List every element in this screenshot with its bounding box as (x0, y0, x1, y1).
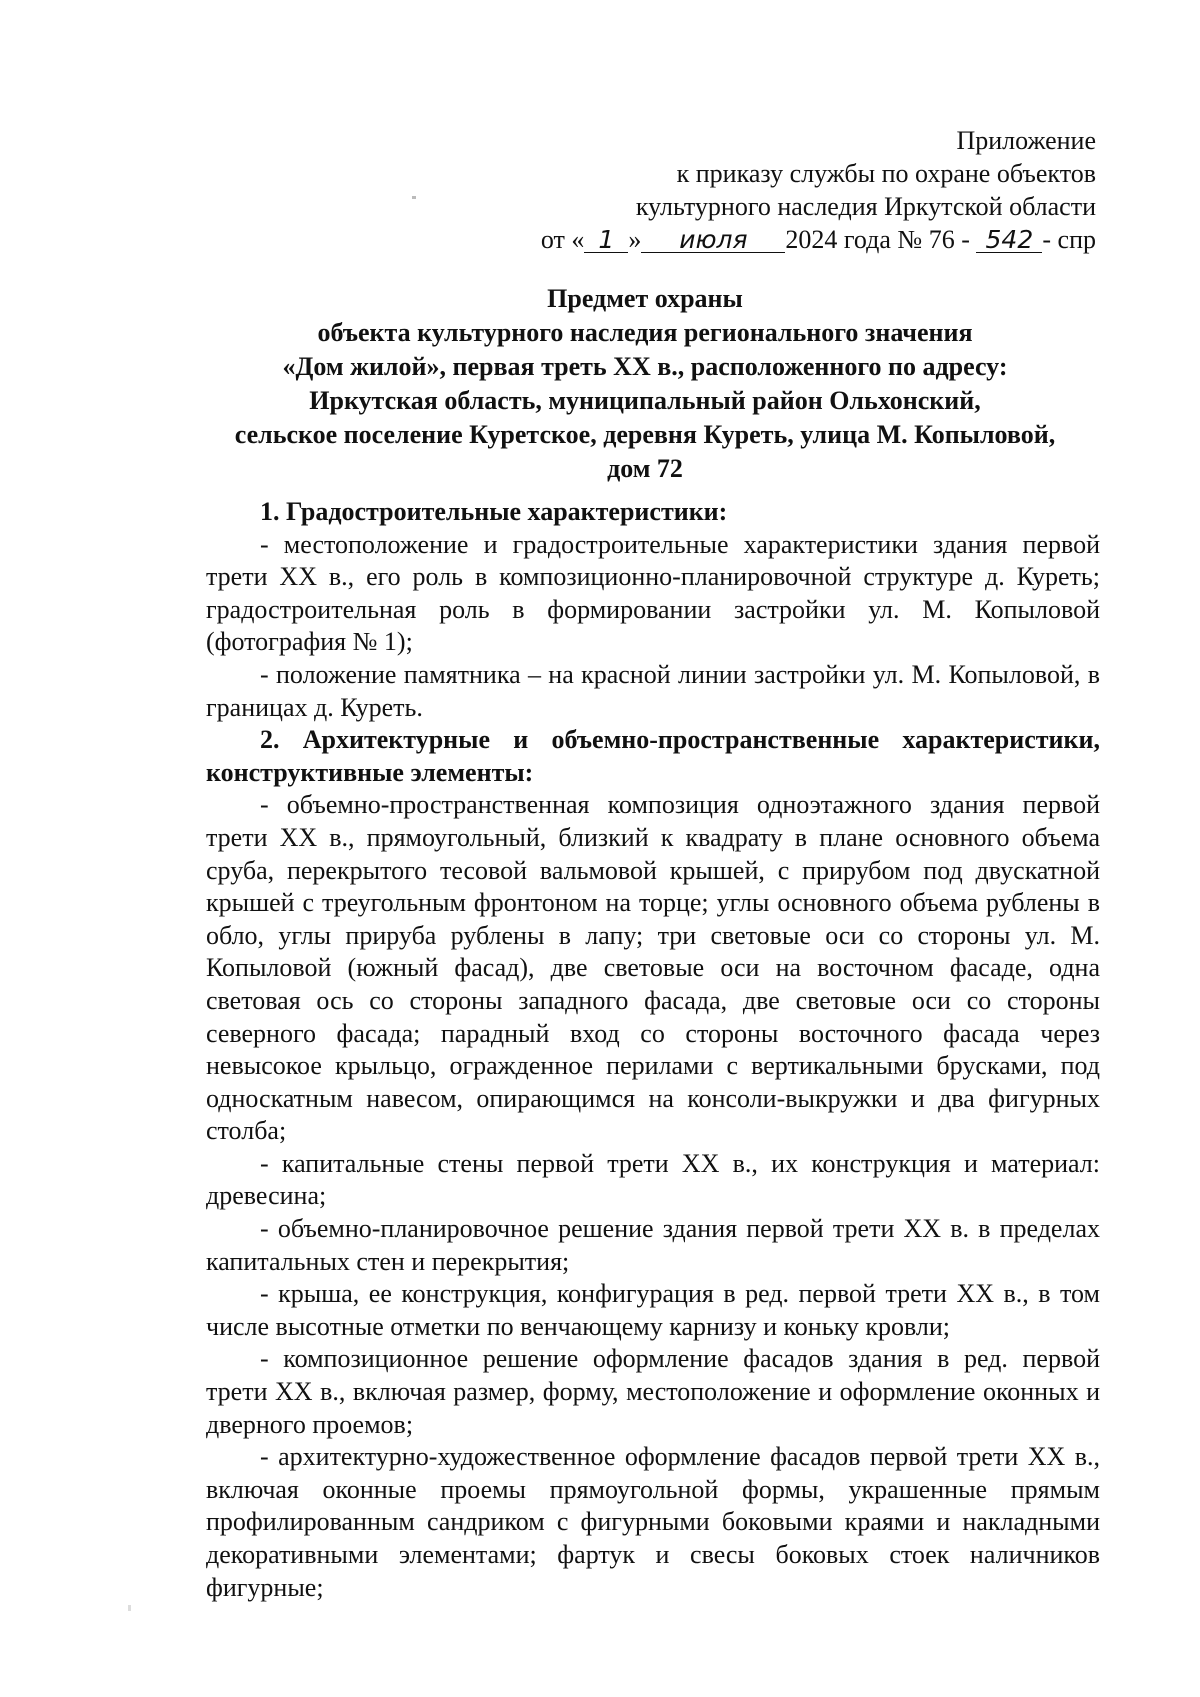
handwritten-day: 1 (584, 228, 628, 253)
title-line-3: «Дом жилой», первая треть XX в., расположенного по адресу: (282, 352, 1008, 381)
title-line-2: объекта культурного наследия регионального значения (317, 318, 973, 347)
title-line-1: Предмет охраны (547, 284, 743, 313)
section-2-paragraph-3: - объемно-планировочное решение здания первой трети XX в. в пределах капитальных стен и перекрытия; (206, 1214, 1100, 1276)
section-2-paragraph-2: - капитальные стены первой трети XX в., их конструкция и материал: древесина; (206, 1148, 1100, 1211)
section-2-heading: 2. Архитектурные и объемно-пространственные характеристики, конструктивные элементы: (206, 725, 1100, 787)
section-2-paragraph-5: - композиционное решение оформление фасадов здания в ред. первой трети XX в., включая размер, форму, местоположение и оформление оконных и дверного проемов; (206, 1344, 1100, 1439)
section-2-paragraph-4: - крыша, ее конструкция, конфигурация в ред. первой трети XX в., в том числе высотные отметки по венчающему карнизу и коньку кровли; (206, 1279, 1100, 1341)
document-title (190, 282, 1100, 486)
handwritten-order-number: 542 (976, 228, 1042, 253)
title-line-4: Иркутская область, муниципальный район Ольхонский, (309, 386, 981, 415)
section-1-paragraph-2: - положение памятника – на красной линии застройки ул. М. Копыловой, в границах д. Куреть. (206, 659, 1100, 722)
title-line-5: сельское поселение Куретское, деревня Куреть, улица М. Копыловой, (234, 420, 1056, 449)
appendix-line-2: к приказу службы по охране объектов (676, 159, 1096, 188)
handwritten-month: июля (641, 228, 785, 253)
title-line-6: дом 72 (607, 454, 683, 483)
section-1-heading: 1. Градостроительные характеристики: (260, 497, 728, 526)
date-prefix: от « (540, 225, 585, 254)
year-and-number: 2024 года № 76 - (785, 225, 970, 254)
document-body (206, 496, 1100, 1604)
section-1-paragraph-1: - местоположение и градостроительные характеристики здания первой трети XX в., его роль в композиционно-планировочной структуре д. Куреть; градостроительная роль в формировании застройки ул. М. Копыловой (фотография № 1); (206, 529, 1100, 657)
section-2-paragraph-6: - архитектурно-художественное оформление фасадов первой трети XX в., включая оконные проемы прямоугольной формы, украшенные прямым профилированным сандриком с фигурными боковыми краями и накладными декоративными элементами; фартук и свесы боковых стоек наличников фигурные; (206, 1442, 1100, 1602)
section-2-paragraph-1: - объемно-пространственная композиция одноэтажного здания первой трети XX в., прямоугольный, близкий к квадрату в плане основного объема сруба, перекрытого тесовой вальмовой крышей, с прирубом под двускатной крышей с треугольным фронтоном на торце; углы основного объема рублены в обло, углы прируба рублены в лапу; три световые оси со стороны ул. М. Копыловой (южный фасад), две световые оси на восточном фасаде, одна световая ось со стороны западного фасада, две световые оси со стороны северного фасада; парадный вход со стороны восточного фасада через невысокое крыльцо, огражденное перилами с вертикальными брусками, под односкатным навесом, опирающимся на консоли-выкружки и два фигурных столба; (206, 790, 1100, 1146)
appendix-line-3: культурного наследия Иркутской области (635, 192, 1096, 221)
order-date-line (400, 223, 1096, 256)
appendix-line-1: Приложение (956, 126, 1096, 155)
scan-speck (128, 1605, 131, 1611)
appendix-header (400, 124, 1096, 256)
order-suffix: - спр (1042, 225, 1096, 254)
date-mid: » (628, 225, 642, 254)
